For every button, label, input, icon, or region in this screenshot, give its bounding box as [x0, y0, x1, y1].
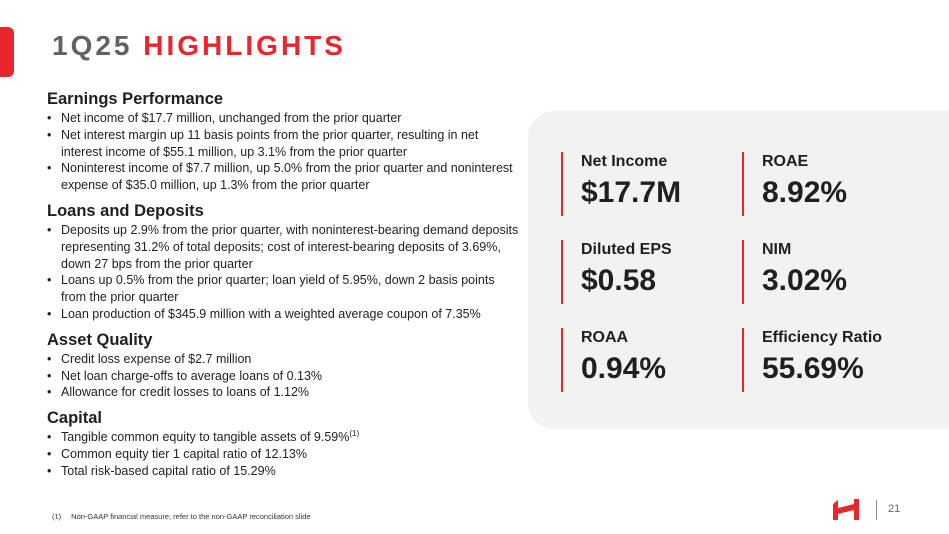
- bullet-item: • Loan production of $345.9 million with a weighted average coupon of 7.35%: [47, 306, 522, 323]
- bullet-text: Tangible common equity to tangible assets of 9.59%: [61, 430, 350, 445]
- bullet-item: • Credit loss expense of $2.7 million: [47, 351, 522, 368]
- page-title: [52, 30, 346, 62]
- bullet-item: • Common equity tier 1 capital ratio of 12.13%: [47, 446, 522, 463]
- key-metrics-panel: [528, 111, 949, 429]
- footnote-number: (1): [52, 512, 62, 521]
- footer-divider: [876, 500, 877, 520]
- metric-value: $17.7M: [581, 176, 682, 209]
- metric-label: Diluted EPS: [581, 241, 672, 258]
- section-heading: Earnings Performance: [47, 90, 224, 108]
- bullet-list: [47, 429, 522, 479]
- footnote: [52, 512, 311, 521]
- section-heading: Asset Quality: [47, 330, 153, 349]
- metric-value: 8.92%: [762, 176, 848, 209]
- bullet-item: • Loans up 0.5% from the prior quarter; loan yield of 5.95%, down 2 basis points from the prior quarter: [47, 272, 522, 306]
- bullet-list: [47, 110, 522, 194]
- metric-label: Efficiency Ratio: [762, 329, 883, 346]
- footnote-marker: (1): [349, 429, 360, 438]
- metric-value: 0.94%: [581, 352, 667, 385]
- bullet-item: • Deposits up 2.9% from the prior quarter, with noninterest-bearing demand deposits representing 31.2% of total deposits; cost of interest-bearing deposits of 3.69%, down 27 bps from the prior quarter: [47, 222, 522, 272]
- metric-roaa: [561, 328, 721, 392]
- highlights-list: [47, 90, 522, 488]
- bullet-item: • Net income of $17.7 million, unchanged from the prior quarter: [47, 110, 522, 127]
- section-heading: Capital: [47, 409, 103, 428]
- title-accent-bar: [0, 27, 14, 77]
- metric-nim: [742, 240, 902, 304]
- section-loans-and-deposits: [47, 202, 522, 323]
- metric-efficiency-ratio: [742, 328, 902, 392]
- title-prefix: 1Q25: [52, 30, 133, 61]
- section-heading: Loans and Deposits: [47, 201, 204, 220]
- bullet-item: • Total risk-based capital ratio of 15.29%: [47, 463, 522, 480]
- section-asset-quality: [47, 331, 522, 401]
- metric-label: NIM: [762, 241, 792, 258]
- page-number: 21: [888, 503, 901, 515]
- bullet-item: • Net loan charge-offs to average loans of 0.13%: [47, 368, 522, 385]
- title-main: HIGHLIGHTS: [143, 30, 346, 61]
- bullet-list: [47, 222, 522, 323]
- bullet-item: • Net interest margin up 11 basis points from the prior quarter, resulting in net interest income of $55.1 million, up 3.1% from the prior quarter: [47, 127, 522, 161]
- metric-diluted-eps: [561, 240, 721, 304]
- metric-value: 55.69%: [762, 352, 864, 385]
- section-capital: [47, 409, 522, 479]
- bullet-item: • Allowance for credit losses to loans of 1.12%: [47, 384, 522, 401]
- metric-label: ROAE: [762, 153, 809, 170]
- footnote-text: Non-GAAP financial measure; refer to the non-GAAP reconciliation slide: [71, 512, 311, 521]
- metric-value: $0.58: [581, 264, 657, 297]
- bullet-item: • Noninterest income of $7.7 million, up 5.0% from the prior quarter and noninterest expense of $35.0 million, up 1.3% from the prior quarter: [47, 160, 522, 194]
- metric-roae: [742, 152, 902, 216]
- metric-label: ROAA: [581, 329, 629, 346]
- metric-value: 3.02%: [762, 264, 848, 297]
- bullet-list: [47, 351, 522, 401]
- section-earnings-performance: [47, 90, 522, 194]
- metric-net-income: [561, 152, 721, 216]
- company-logo-icon: [832, 498, 860, 522]
- bullet-item: [47, 429, 522, 446]
- metric-label: Net Income: [581, 153, 668, 170]
